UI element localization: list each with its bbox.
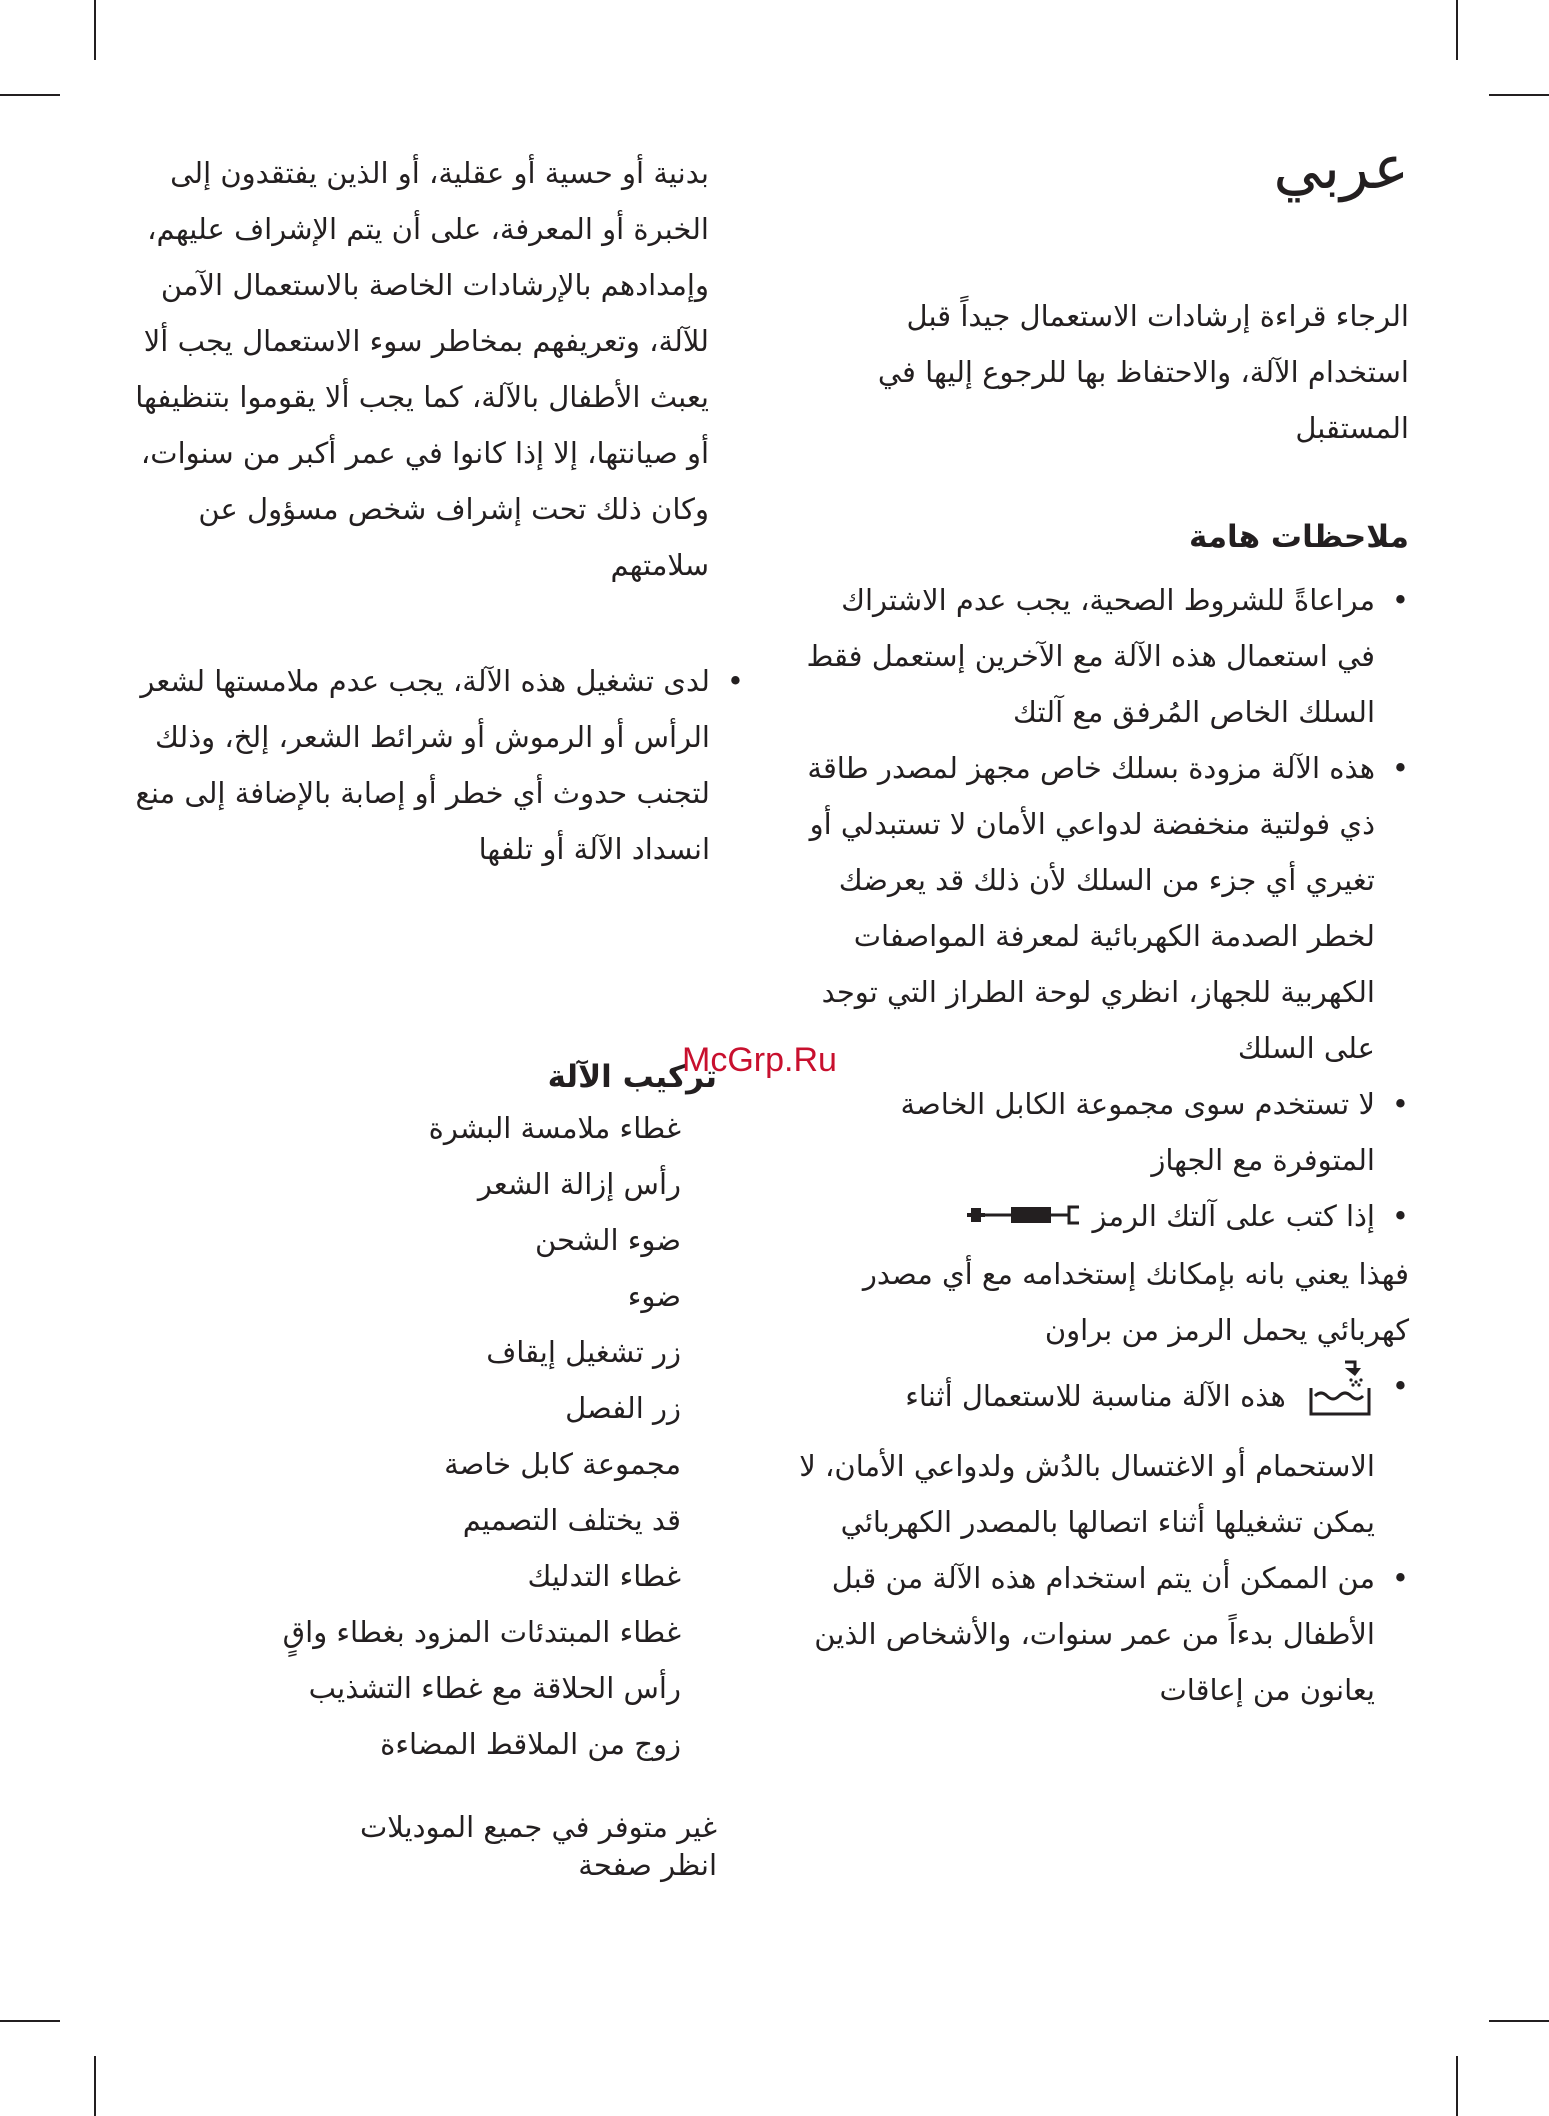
- list-item: • مراعاةً للشروط الصحية، يجب عدم الاشتراك في استعمال هذه الآلة مع الآخرين إستعمل فقط السلك الخاص المُرفق مع آلتك: [799, 572, 1409, 740]
- crop-mark-left-bottom: [0, 2020, 60, 2022]
- crop-mark-top-right: [1456, 0, 1458, 60]
- footnotes: [117, 1808, 717, 1884]
- list-item: • هذه الآلة مناسبة للاستعمال أثناء الاستحمام أو الاغتسال بالدُش ولدواعي الأمان، لا يمكن تشغيلها أثناء اتصالها بالمصدر الكهربائي: [799, 1358, 1409, 1550]
- list-item: • هذه الآلة مزودة بسلك خاص مجهز لمصدر طاقة ذي فولتية منخفضة لدواعي الأمان لا تستبدلي أو تغيري أي جزء من السلك لأن ذلك قد يعرضك لخطر الصدمة الكهربائية لمعرفة المواصفات الكهربية للجهاز، انظري لوحة الطراز التي توجد على السلك: [799, 740, 1409, 1076]
- list-item: زر تشغيل إيقاف: [486, 1335, 681, 1369]
- assembly-parts-list: [81, 1100, 681, 1772]
- operation-notes-list: [94, 653, 744, 877]
- list-item: ضوء الشحن: [534, 1223, 681, 1257]
- list-item: ضوء: [627, 1279, 681, 1313]
- list-item: • لا تستخدم سوى مجموعة الكابل الخاصة المتوفرة مع الجهاز: [799, 1076, 1409, 1188]
- continued-paragraph: بدنية أو حسية أو عقلية، أو الذين يفتقدون إلى الخبرة أو المعرفة، على أن يتم الإشراف عليهم، وإمدادهم بالإرشادات الخاصة بالاستعمال الآمن للآلة، وتعريفهم بمخاطر سوء الاستعمال يجب ألا يعبث الأطفال بالآلة، كما يجب ألا يقوموا بتنظيفها أو صيانتها، إلا إذا كانوا في عمر أكبر من سنوات، وكان ذلك تحت إشراف شخص مسؤول عن سلامتهم: [135, 156, 709, 582]
- intro-paragraph: الرجاء قراءة إرشادات الاستعمال جيداً قبل استخدام الآلة، والاحتفاظ بها للرجوع إليها في المستقبل: [877, 299, 1409, 445]
- list-item: • لدى تشغيل هذه الآلة، يجب عدم ملامستها لشعر الرأس أو الرموش أو شرائط الشعر، إلخ، وذلك لتجنب حدوث أي خطر أو إصابة بالإضافة إلى منع انسداد الآلة أو تلفها: [94, 653, 744, 877]
- list-item: رأس إزالة الشعر: [477, 1167, 681, 1201]
- list-item: غطاء التدليك: [527, 1559, 681, 1593]
- page-title: عربي: [1273, 133, 1409, 203]
- important-notes-list: [799, 572, 1409, 1718]
- watermark-text: McGrp.Ru: [682, 1041, 837, 1079]
- crop-mark-left-top: [0, 94, 60, 96]
- footnote: غير متوفر في جميع الموديلات: [359, 1810, 717, 1844]
- crop-mark-bottom-right: [1456, 2056, 1458, 2116]
- list-item: زوج من الملاقط المضاءة: [380, 1727, 681, 1761]
- important-notes-heading: ملاحظات هامة: [1189, 519, 1409, 555]
- footnote: انظر صفحة: [578, 1848, 717, 1882]
- list-item: قد يختلف التصميم: [462, 1503, 681, 1537]
- crop-mark-top-left: [94, 0, 96, 60]
- list-item: فهذا يعني بانه بإمكانك إستخدامه مع أي مصدر كهربائي يحمل الرمز من براون: [862, 1257, 1409, 1347]
- list-item: • إذا كتب على آلتك الرمز: [799, 1188, 1409, 1246]
- list-item: رأس الحلاقة مع غطاء التشذيب: [308, 1671, 681, 1705]
- assembly-heading: تركيب الآلة: [547, 1059, 717, 1095]
- list-item: غطاء المبتدئات المزود بغطاء واقٍ: [282, 1615, 681, 1649]
- shower-bath-icon: [1305, 1358, 1375, 1438]
- crop-mark-right-bottom: [1489, 2020, 1549, 2022]
- list-item: زر الفصل: [565, 1391, 681, 1425]
- list-item: • من الممكن أن يتم استخدام هذه الآلة من قبل الأطفال بدءاً من عمر سنوات، والأشخاص الذين يعانون من إعاقات: [799, 1550, 1409, 1718]
- crop-mark-right-top: [1489, 94, 1549, 96]
- crop-mark-bottom-left: [94, 2056, 96, 2116]
- plug-symbol-icon: [965, 1190, 1083, 1246]
- list-item: غطاء ملامسة البشرة: [428, 1111, 681, 1145]
- list-item: مجموعة كابل خاصة: [444, 1447, 681, 1481]
